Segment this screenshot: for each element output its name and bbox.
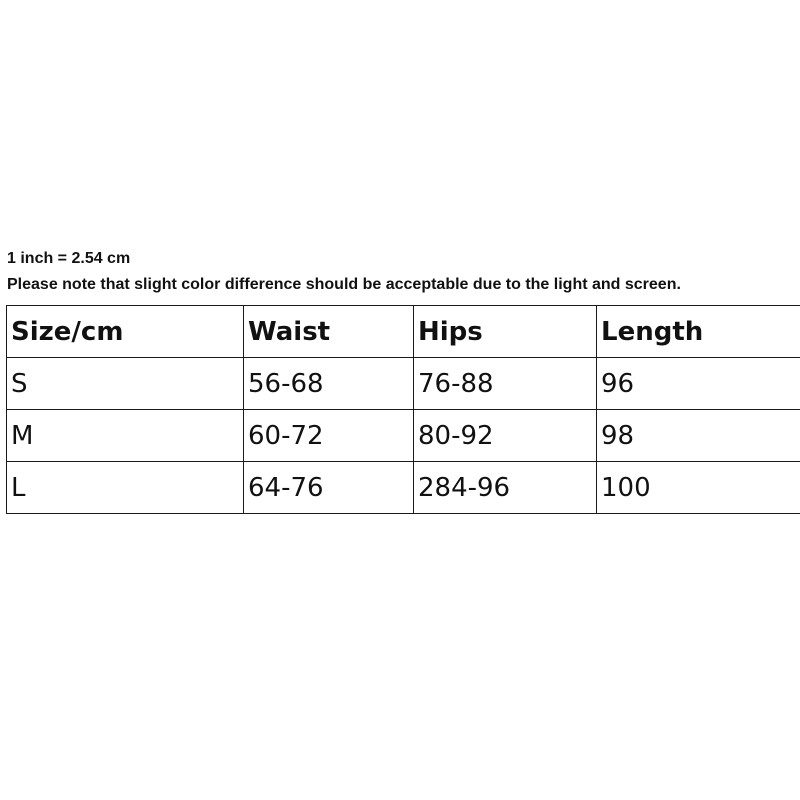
unit-conversion-note: 1 inch = 2.54 cm (7, 250, 131, 267)
table-header-row (7, 306, 800, 358)
cell-length: 98 (597, 410, 800, 462)
table-row (7, 462, 800, 514)
header-waist: Waist (244, 306, 414, 358)
cell-length: 100 (597, 462, 800, 514)
cell-size: L (7, 462, 244, 514)
cell-size: M (7, 410, 244, 462)
cell-waist: 64-76 (244, 462, 414, 514)
cell-size: S (7, 358, 244, 410)
header-hips: Hips (414, 306, 597, 358)
table-row (7, 358, 800, 410)
color-difference-note: Please note that slight color difference should be acceptable due to the light and screen. (7, 276, 681, 293)
cell-waist: 60-72 (244, 410, 414, 462)
cell-length: 96 (597, 358, 800, 410)
cell-hips: 80-92 (414, 410, 597, 462)
cell-waist: 56-68 (244, 358, 414, 410)
cell-hips: 76-88 (414, 358, 597, 410)
size-chart-table (6, 305, 800, 514)
header-size: Size/cm (7, 306, 244, 358)
header-length: Length (597, 306, 800, 358)
cell-hips: 284-96 (414, 462, 597, 514)
table-row (7, 410, 800, 462)
